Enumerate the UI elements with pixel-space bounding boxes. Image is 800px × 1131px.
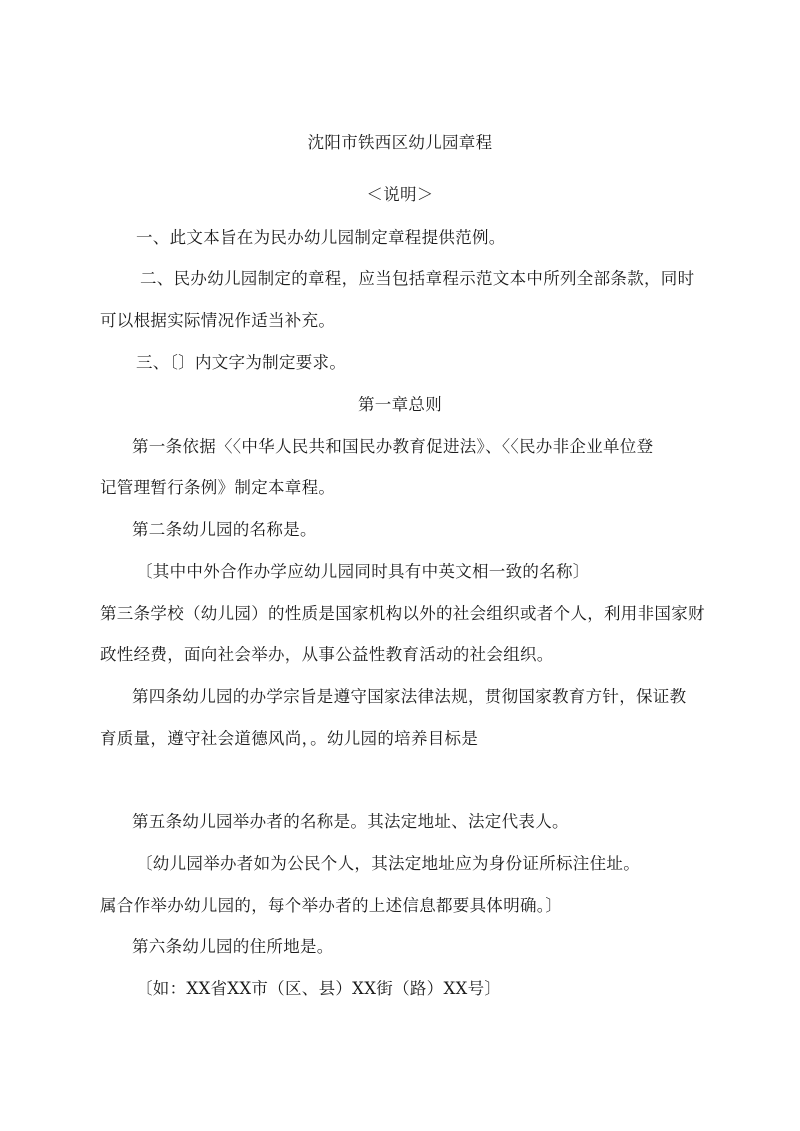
article-5-note-line-2: 属合作举办幼儿园的，每个举办者的上述信息都要具体明确。〕 xyxy=(100,896,563,915)
article-4-line-2: 育质量，遵守社会道德风尚，。幼儿园的培养目标是 xyxy=(100,729,479,748)
article-1-line-2: 记管理暂行条例》制定本章程。 xyxy=(100,478,336,497)
note-item-1: 一、此文本旨在为民办幼儿园制定章程提供范例。 xyxy=(136,228,506,247)
article-5: 第五条幼儿园举办者的名称是。其法定地址、法定代表人。 xyxy=(132,812,569,831)
chapter-title: 第一章总则 xyxy=(358,395,442,414)
article-3-line-1: 第三条学校（幼儿园）的性质是国家机构以外的社会组织或者个人，利用非国家财 xyxy=(100,604,705,623)
note-item-3: 三、〔〕内文字为制定要求。 xyxy=(136,353,347,372)
note-heading: ＜说明＞ xyxy=(366,185,434,204)
note-item-2-line-2: 可以根据实际情况作适当补充。 xyxy=(100,311,336,330)
article-5-note-line-1: 〔幼儿园举办者如为公民个人，其法定地址应为身份证所标注住址。 xyxy=(136,854,640,873)
article-2-note: 〔其中中外合作办学应幼儿园同时具有中英文相一致的名称〕 xyxy=(136,562,590,581)
article-6: 第六条幼儿园的住所地是。 xyxy=(132,937,334,956)
note-item-2-line-1: 二、民办幼儿园制定的章程，应当包括章程示范文本中所列全部条款，同时 xyxy=(140,269,695,288)
article-6-note: 〔如：XX省XX市（区、县）XX街（路）XX号〕 xyxy=(136,979,502,998)
article-4-line-1: 第四条幼儿园的办学宗旨是遵守国家法律法规，贯彻国家教育方针，保证教 xyxy=(132,687,687,706)
article-2: 第二条幼儿园的名称是。 xyxy=(132,520,317,539)
article-3-line-2: 政性经费，面向社会举办，从事公益性教育活动的社会组织。 xyxy=(100,645,554,664)
article-1-line-1: 第一条依据〈〈中华人民共和国民办教育促进法》、〈〈民办非企业单位登 xyxy=(132,437,654,456)
document-title: 沈阳市铁西区幼儿园章程 xyxy=(307,133,493,152)
